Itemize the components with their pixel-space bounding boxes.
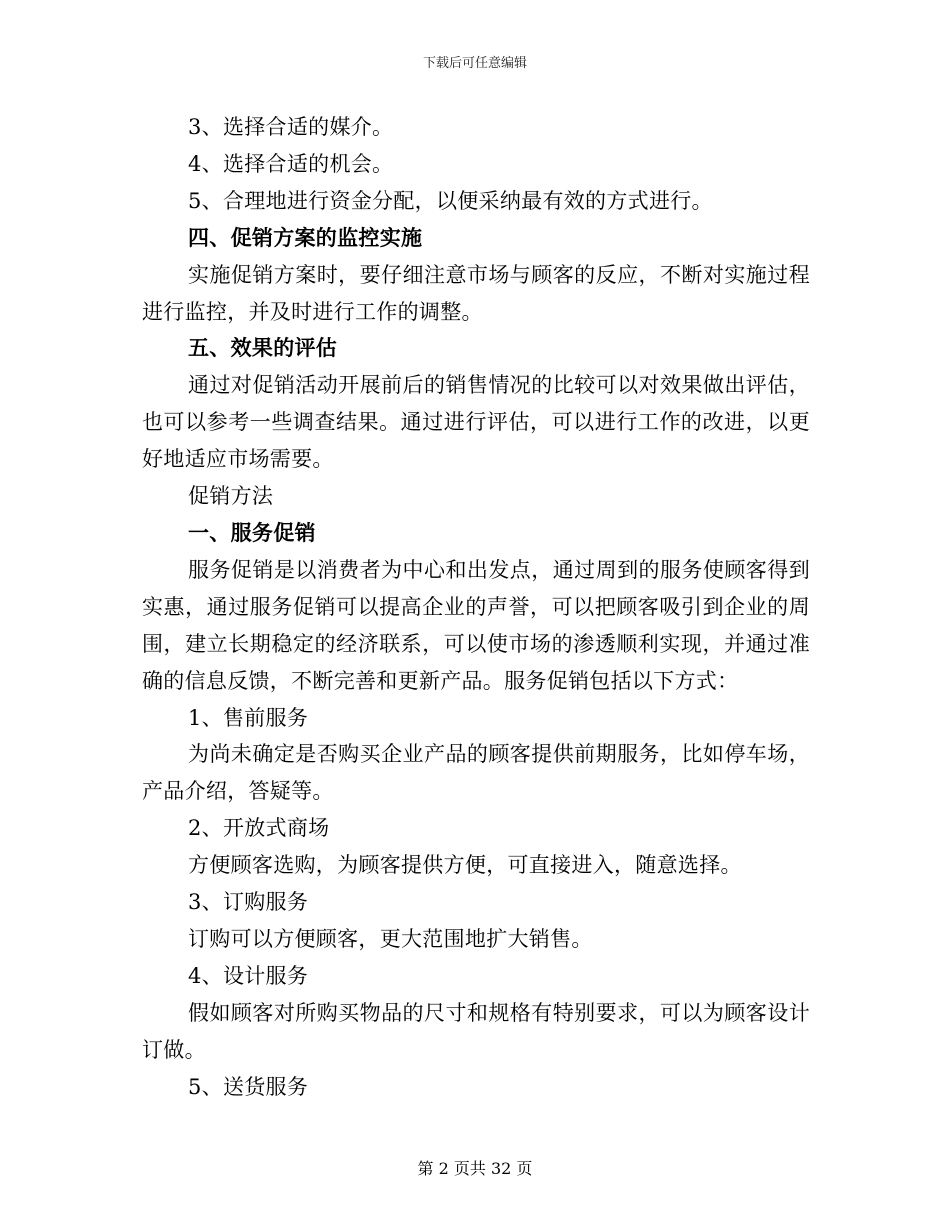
body-paragraph: 实施促销方案时，要仔细注意市场与顾客的反应，不断对实施过程进行监控，并及时进行工作的调整。 <box>142 262 810 324</box>
section-heading: 一、服务促销 <box>188 519 316 545</box>
list-item: 5、送货服务 <box>188 1074 309 1099</box>
section-heading: 四、促销方案的监控实施 <box>188 224 423 250</box>
body-paragraph: 方便顾客选购，为顾客提供方便，可直接进入，随意选择。 <box>188 853 742 878</box>
document-body <box>142 109 810 1105</box>
list-item: 5、合理地进行资金分配，以便采纳最有效的方式进行。 <box>188 188 713 213</box>
section-heading: 五、效果的评估 <box>188 335 338 361</box>
list-item: 3、订购服务 <box>188 890 309 915</box>
body-paragraph: 通过对促销活动开展前后的销售情况的比较可以对效果做出评估，也可以参考一些调查结果。通过进行评估，可以进行工作的改进，以更好地适应市场需要。 <box>142 373 810 472</box>
body-paragraph: 为尚未确定是否购买企业产品的顾客提供前期服务，比如停车场，产品介绍，答疑等。 <box>142 742 810 804</box>
list-item: 1、售前服务 <box>188 705 309 730</box>
body-paragraph: 订购可以方便顾客，更大范围地扩大销售。 <box>188 926 593 951</box>
list-item: 3、选择合适的媒介。 <box>188 115 394 139</box>
list-item: 4、选择合适的机会。 <box>188 151 394 176</box>
list-item: 4、设计服务 <box>188 963 309 988</box>
subsection-title: 促销方法 <box>188 484 274 509</box>
body-paragraph: 服务促销是以消费者为中心和出发点，通过周到的服务使顾客得到实惠，通过服务促销可以提高企业的声誉，可以把顾客吸引到企业的周围，建立长期稳定的经济联系，可以使市场的渗透顺利实现，并通过准确的信息反馈，不断完善和更新产品。服务促销包括以下方式： <box>142 557 810 693</box>
page-footer: 第 2 页共 32 页 <box>417 1159 533 1178</box>
body-paragraph: 假如顾客对所购买物品的尺寸和规格有特别要求，可以为顾客设计订做。 <box>142 1000 810 1062</box>
page-header: 下载后可任意编辑 <box>422 56 527 71</box>
list-item: 2、开放式商场 <box>188 816 330 841</box>
